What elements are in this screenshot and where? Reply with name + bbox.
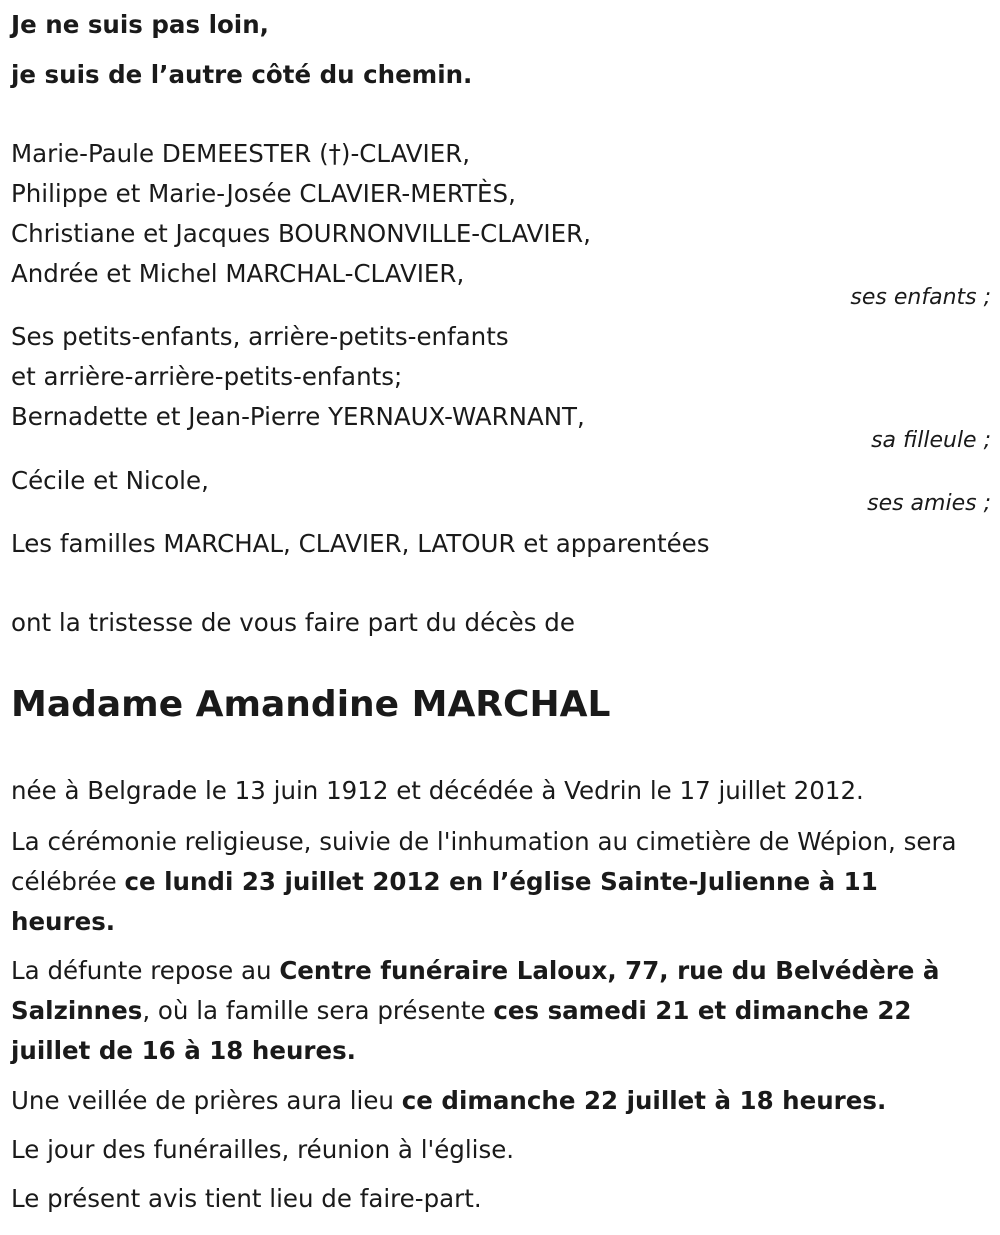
ceremony-paragraph — [11, 822, 986, 942]
ceremony-date: ce lundi 23 juillet 2012 en l’église Sainte-Julienne à 11 heures. — [11, 867, 878, 936]
vigil-text: Une veillée de prières aura lieu — [11, 1086, 402, 1115]
goddaughter-label: sa filleule ; — [871, 428, 991, 453]
child-line-4: Andrée et Michel MARCHAL-CLAVIER, — [11, 259, 465, 288]
vigil-line — [11, 1086, 886, 1115]
repose-text-middle: , où la famille sera présente — [142, 996, 494, 1025]
children-label: ses enfants ; — [850, 285, 991, 310]
funeral-day-line: Le jour des funérailles, réunion à l'église. — [11, 1135, 515, 1164]
notice-line: Le présent avis tient lieu de faire-part. — [11, 1184, 482, 1213]
repose-text: La défunte repose au — [11, 956, 280, 985]
child-line-1: Marie-Paule DEMEESTER (†)-CLAVIER, — [11, 139, 471, 168]
friends-label: ses amies ; — [867, 491, 991, 516]
visiting-hours: ces samedi 21 et dimanche 22 juillet de 16 à 18 heures. — [11, 996, 912, 1065]
grandchildren-line-1: Ses petits-enfants, arrière-petits-enfants — [11, 322, 509, 351]
ceremony-text: La cérémonie religieuse, suivie de l'inhumation au cimetière de Wépion, sera célébrée — [11, 827, 957, 896]
goddaughter-line: Bernadette et Jean-Pierre YERNAUX-WARNANT, — [11, 402, 585, 431]
child-line-3: Christiane et Jacques BOURNONVILLE-CLAVIER, — [11, 219, 591, 248]
poem-line-1: Je ne suis pas loin, — [11, 10, 269, 39]
families-line: Les familles MARCHAL, CLAVIER, LATOUR et apparentées — [11, 529, 710, 558]
grandchildren-line-2: et arrière-arrière-petits-enfants; — [11, 362, 403, 391]
deceased-name: Madame Amandine MARCHAL — [11, 684, 611, 725]
repose-paragraph — [11, 951, 986, 1071]
announcement-line: ont la tristesse de vous faire part du décès de — [11, 608, 575, 637]
vigil-time: ce dimanche 22 juillet à 18 heures. — [401, 1086, 887, 1115]
repose-place: Centre funéraire Laloux, 77, rue du Belvédère à Salzinnes — [11, 956, 940, 1025]
poem-line-2: je suis de l’autre côté du chemin. — [11, 60, 473, 89]
birth-death-line: née à Belgrade le 13 juin 1912 et décédée à Vedrin le 17 juillet 2012. — [11, 776, 864, 805]
child-line-2: Philippe et Marie-Josée CLAVIER-MERTÈS, — [11, 179, 516, 208]
friends-line: Cécile et Nicole, — [11, 466, 209, 495]
